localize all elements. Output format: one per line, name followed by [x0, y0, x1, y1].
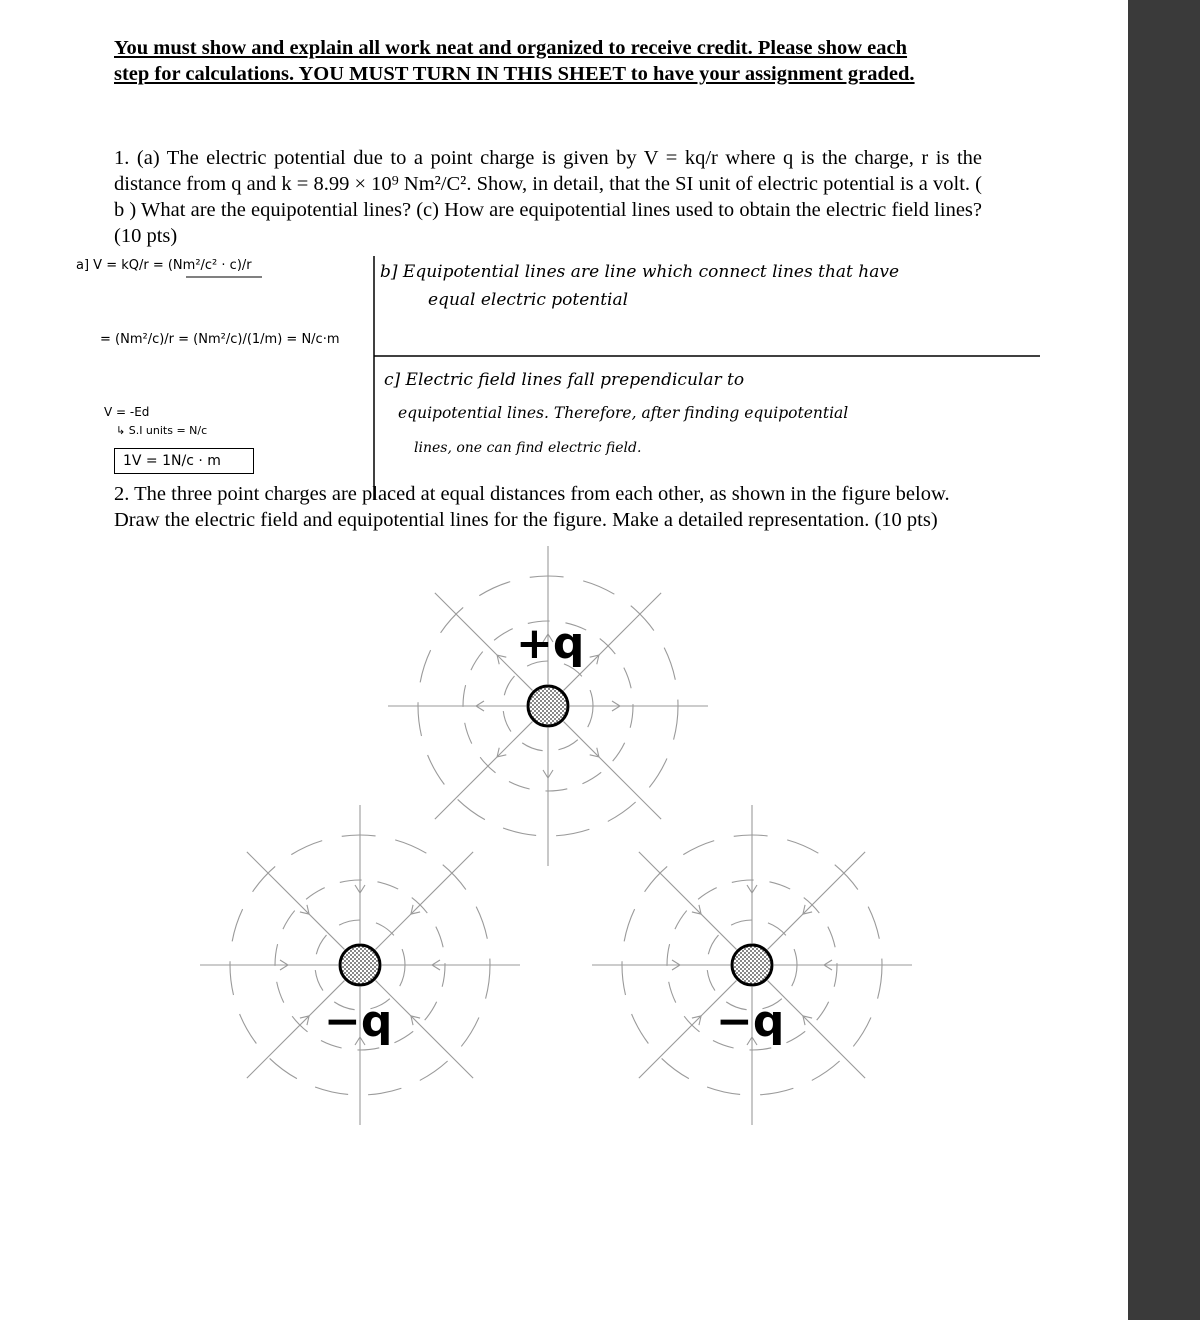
answer-a-line-4: ↳ S.I units = N/c	[116, 424, 208, 437]
question-2-text: 2. The three point charges are placed at equal distances from each other, as shown in the figure below. Draw the electric field and equipotential lines for the figure. Make a detailed representation. (10 pts)	[114, 483, 950, 531]
question-1-text: 1. (a) The electric potential due to a point charge is given by V = kq/r where q is the charge, r is the distance from q and k = 8.99 × 10⁹ Nm²/C². Show, in detail, that the SI unit of electric potential is a volt. ( b ) What are the equipotential lines? (c) How are equipotential lines used to obtain the electric field lines? (10 pts)	[114, 147, 982, 247]
charge-label-negative-right: −q	[716, 996, 785, 1047]
answer-c-line-1: c] Electric field lines fall prependicular to	[384, 370, 745, 390]
charge-label-negative-left: −q	[324, 996, 393, 1047]
answer-a-line-3: V = -Ed	[104, 405, 150, 419]
charge-disc	[732, 945, 772, 985]
field-line	[564, 722, 662, 820]
field-line	[247, 852, 345, 950]
charge-disc	[528, 686, 568, 726]
answer-b-line-2: equal electric potential	[428, 290, 629, 310]
answer-c-line-2: equipotential lines. Therefore, after finding equipotential	[398, 404, 849, 422]
answer-a-boxed-result: 1V = 1N/c · m	[114, 448, 254, 474]
answer-c-line-3: lines, one can find electric field.	[414, 440, 642, 456]
answer-a-line-2: = (Nm²/c)/r = (Nm²/c)/(1/m) = N/c·m	[100, 332, 340, 347]
instructions-line-2: step for calculations. YOU MUST TURN IN THIS SHEET to have your assignment graded.	[114, 63, 915, 85]
answer-a-line-1: a] V = kQ/r = (Nm²/c² · c)/r	[76, 258, 252, 273]
field-line	[435, 722, 533, 820]
scrollbar-panel	[1128, 0, 1200, 1320]
charge-disc	[340, 945, 380, 985]
charge-label-positive: +q	[516, 618, 585, 669]
answer-b-line-1: b] Equipotential lines are line which connect lines that have	[380, 262, 900, 282]
field-line	[376, 852, 474, 950]
instructions-line-1: You must show and explain all work neat and organized to receive credit. Please show each	[114, 37, 908, 59]
field-line	[768, 852, 866, 950]
field-line	[639, 852, 737, 950]
